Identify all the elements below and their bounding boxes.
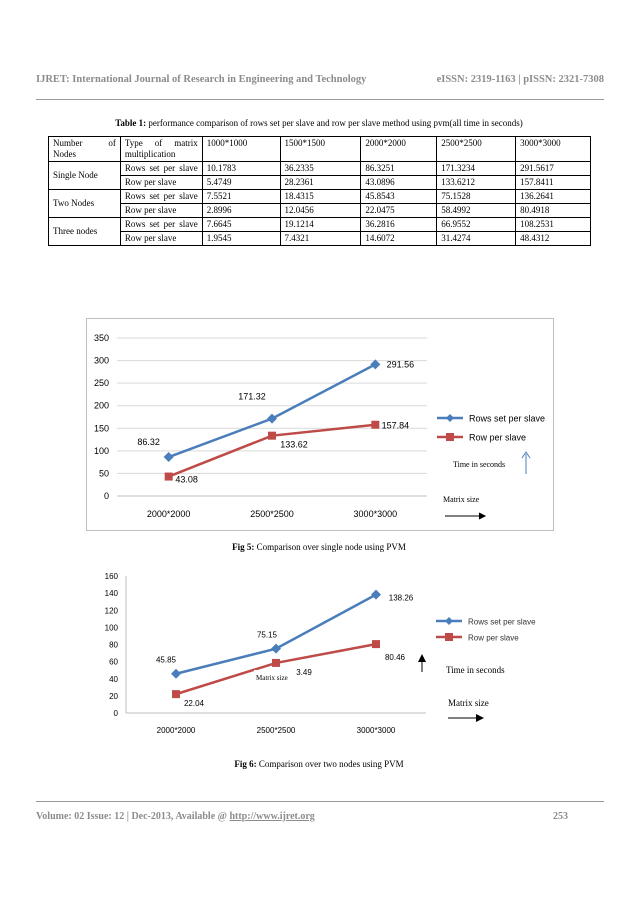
data-point-square	[272, 659, 280, 667]
table-header-row	[49, 137, 591, 162]
table-row	[49, 190, 591, 204]
data-point-diamond	[371, 590, 381, 600]
fig6-line-chart	[86, 566, 552, 738]
value-cell: 14.6072	[361, 232, 437, 246]
journal-issn: eISSN: 2319-1163 | pISSN: 2321-7308	[436, 74, 604, 85]
value-cell: 28.2361	[280, 176, 361, 190]
value-cell: 7.5521	[202, 190, 280, 204]
value-cell: 10.1783	[202, 162, 280, 176]
value-cell: 58.4992	[437, 204, 516, 218]
journal-link[interactable]: http://www.ijret.org	[229, 811, 315, 822]
up-arrow-icon	[418, 654, 426, 672]
header-cell: 3000*3000	[516, 137, 591, 162]
y-tick-label: 200	[93, 400, 109, 411]
legend-marker-diamond	[446, 414, 454, 422]
y-tick-label: 250	[93, 378, 109, 389]
type-cell: Row per slave	[120, 176, 202, 190]
inner-matrix-size-annotation: Matrix size	[256, 674, 288, 682]
y-tick-label: 120	[104, 606, 118, 616]
x-tick-label: 2500*2500	[250, 509, 294, 519]
value-cell: 80.4918	[516, 204, 591, 218]
data-label: 171.32	[238, 391, 266, 402]
value-cell: 2.8996	[202, 204, 280, 218]
nodes-cell: Single Node	[49, 162, 121, 190]
type-cell: Row per slave	[120, 232, 202, 246]
value-cell: 48.4312	[516, 232, 591, 246]
y-tick-label: 60	[109, 657, 118, 667]
legend-marker-square	[445, 633, 453, 641]
journal-header	[36, 74, 604, 85]
y-tick-label: 100	[104, 623, 118, 633]
legend-label: Row per slave	[468, 633, 519, 643]
table1-caption-label: Table 1:	[115, 118, 147, 128]
y-tick-label: 350	[93, 333, 109, 343]
value-cell: 86.3251	[361, 162, 437, 176]
fig5-line-chart	[87, 319, 553, 530]
data-point-square	[371, 421, 379, 429]
data-label: 3.49	[296, 667, 312, 677]
y-tick-label: 300	[93, 355, 109, 366]
fig6-caption	[0, 759, 638, 769]
table1-caption-text: performance comparison of rows set per slave and row per slave method using pvm(all time in seconds)	[146, 118, 523, 128]
y-tick-label: 40	[109, 674, 118, 684]
matrix-size-annotation: Matrix size	[443, 495, 480, 504]
value-cell: 36.2816	[361, 218, 437, 232]
header-cell: Number of Nodes	[49, 137, 121, 162]
time-in-seconds-annotation: Time in seconds	[446, 665, 505, 675]
fig5-caption	[0, 542, 638, 552]
nodes-cell: Three nodes	[49, 218, 121, 246]
y-tick-label: 20	[109, 691, 118, 701]
data-label: 157.84	[381, 420, 410, 431]
y-tick-label: 50	[98, 468, 109, 479]
value-cell: 75.1528	[437, 190, 516, 204]
data-label: 80.46	[384, 653, 406, 663]
fig5-caption-label: Fig 5:	[232, 542, 255, 552]
x-tick-label: 2000*2000	[146, 509, 191, 519]
data-point-square	[172, 690, 180, 698]
type-cell: Rows set per slave	[120, 218, 202, 232]
legend-label: Row per slave	[469, 432, 527, 443]
footer-rule	[36, 801, 604, 802]
data-label: 138.26	[388, 593, 414, 603]
value-cell: 136.2641	[516, 190, 591, 204]
fig5-chart-frame	[86, 318, 554, 531]
y-tick-label: 100	[93, 445, 109, 456]
data-label: 291.56	[386, 359, 415, 370]
right-arrow-icon	[445, 513, 485, 519]
data-point-diamond	[267, 414, 277, 424]
header-cell: 1500*1500	[280, 137, 361, 162]
value-cell: 7.4321	[280, 232, 361, 246]
fig6-caption-text: Comparison over two nodes using PVM	[256, 759, 404, 769]
header-rule	[36, 99, 604, 100]
table-row	[49, 162, 591, 176]
x-tick-label: 3000*3000	[356, 726, 396, 735]
value-cell: 291.5617	[516, 162, 591, 176]
header-cell: Type of matrix multiplication	[120, 137, 202, 162]
value-cell: 36.2335	[280, 162, 361, 176]
matrix-size-annotation: Matrix size	[448, 698, 489, 708]
type-cell: Row per slave	[120, 204, 202, 218]
legend-marker-diamond	[445, 617, 453, 625]
type-cell: Rows set per slave	[120, 190, 202, 204]
fig6-chart-frame	[86, 566, 552, 738]
data-point-diamond	[271, 644, 281, 654]
fig5-caption-text: Comparison over single node using PVM	[254, 542, 406, 552]
y-tick-label: 140	[104, 589, 118, 599]
legend-label: Rows set per slave	[468, 617, 536, 627]
data-point-diamond	[171, 669, 181, 679]
y-tick-label: 0	[113, 709, 118, 718]
table-row	[49, 204, 591, 218]
value-cell: 7.6645	[202, 218, 280, 232]
header-cell: 2500*2500	[437, 137, 516, 162]
data-label: 133.62	[280, 439, 308, 450]
table-row	[49, 232, 591, 246]
data-label: 43.08	[175, 474, 198, 485]
header-cell: 1000*1000	[202, 137, 280, 162]
y-tick-label: 150	[93, 423, 109, 434]
value-cell: 5.4749	[202, 176, 280, 190]
x-tick-label: 3000*3000	[353, 509, 398, 519]
data-point-diamond	[164, 452, 174, 462]
data-label: 45.85	[155, 655, 177, 665]
time-in-seconds-annotation: Time in seconds	[453, 460, 506, 469]
fig6-caption-label: Fig 6:	[234, 759, 257, 769]
value-cell: 133.6212	[437, 176, 516, 190]
value-cell: 18.4315	[280, 190, 361, 204]
x-tick-label: 2000*2000	[156, 726, 196, 735]
value-cell: 12.0456	[280, 204, 361, 218]
table-row	[49, 176, 591, 190]
value-cell: 108.2531	[516, 218, 591, 232]
value-cell: 157.8411	[516, 176, 591, 190]
up-arrow-icon	[522, 452, 530, 474]
value-cell: 43.0896	[361, 176, 437, 190]
value-cell: 45.8543	[361, 190, 437, 204]
legend-label: Rows set per slave	[469, 413, 546, 424]
value-cell: 1.9545	[202, 232, 280, 246]
x-tick-label: 2500*2500	[256, 726, 296, 735]
footer-volume	[36, 811, 315, 822]
value-cell: 22.0475	[361, 204, 437, 218]
value-cell: 31.4274	[437, 232, 516, 246]
value-cell: 66.9552	[437, 218, 516, 232]
y-tick-label: 0	[103, 491, 109, 501]
table-row	[49, 218, 591, 232]
data-label: 75.15	[256, 630, 278, 640]
value-cell: 19.1214	[280, 218, 361, 232]
legend-marker-square	[446, 433, 454, 441]
type-cell: Rows set per slave	[120, 162, 202, 176]
header-cell: 2000*2000	[361, 137, 437, 162]
right-arrow-icon	[448, 714, 484, 722]
table1-caption	[0, 118, 638, 128]
y-tick-label: 80	[109, 640, 118, 650]
page-footer	[36, 811, 568, 822]
data-point-square	[372, 640, 380, 648]
footer-volume-text: Volume: 02 Issue: 12 | Dec-2013, Available @	[36, 811, 230, 822]
page-number: 253	[553, 811, 568, 822]
value-cell: 171.3234	[437, 162, 516, 176]
journal-title: IJRET: International Journal of Research in Engineering and Technology	[36, 74, 367, 85]
series-line-rows-set	[169, 364, 376, 457]
y-tick-label: 160	[104, 572, 118, 581]
data-label: 22.04	[183, 699, 205, 709]
data-point-square	[165, 473, 173, 481]
performance-table	[48, 136, 591, 246]
nodes-cell: Two Nodes	[49, 190, 121, 218]
data-point-square	[268, 432, 276, 440]
data-label: 86.32	[137, 437, 160, 448]
